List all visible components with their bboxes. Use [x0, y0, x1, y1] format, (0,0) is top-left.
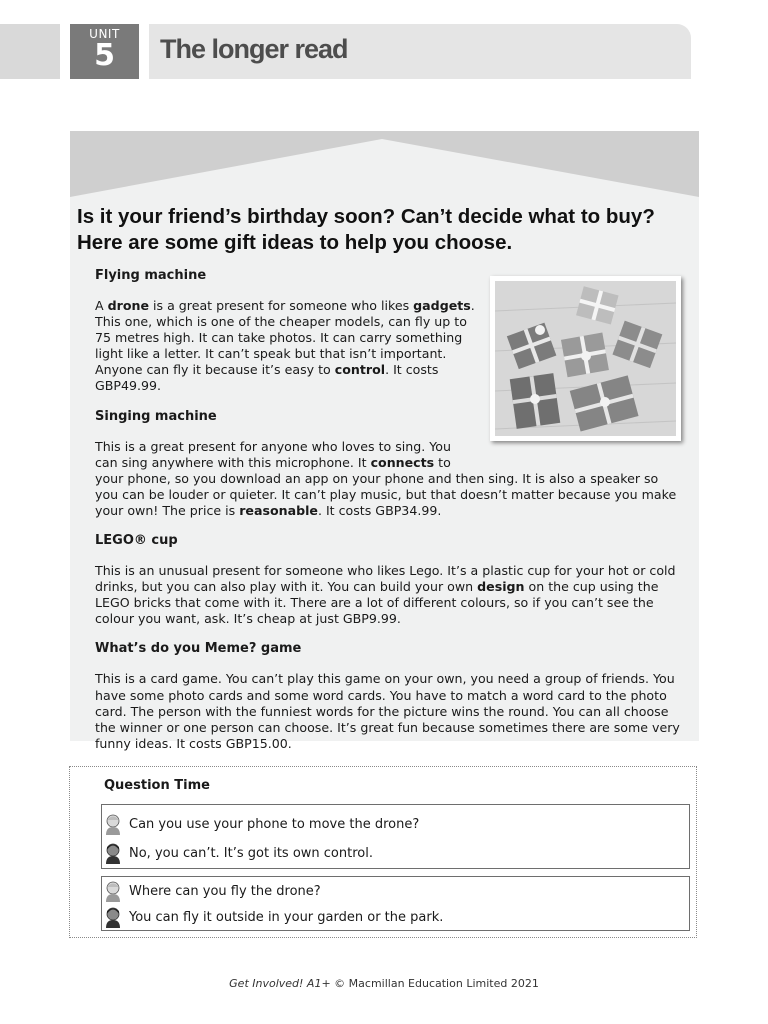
- article-lead: Is it your friend’s birthday soon? Can’t decide what to buy? Here are some gift ideas to help you choose.: [77, 205, 655, 254]
- unit-badge: [70, 24, 139, 79]
- keyword: control: [334, 362, 386, 378]
- question-text: Where can you fly the drone?: [129, 883, 321, 899]
- answer-text: No, you can’t. It’s got its own control.: [129, 845, 373, 861]
- question-text: Can you use your phone to move the drone?: [129, 816, 420, 832]
- section-paragraph: This is an unusual present for someone who likes Lego. It’s a plastic cup for your hot or cold drinks, but you can also play with it. You can build your own design on the cup using the LEGO bricks that come with it. There are a lot of different colours, so if you can’t see the colour you want, ask. It’s cheap at just GBP9.99.: [95, 563, 676, 627]
- page-title: The longer read: [160, 34, 348, 64]
- exchange-box: [101, 804, 690, 869]
- answer-text: You can fly it outside in your garden or the park.: [129, 909, 444, 925]
- person-dark-hair-icon: [104, 906, 122, 928]
- keyword: gadgets: [413, 298, 471, 313]
- keyword: design: [477, 579, 525, 595]
- gift-boxes-photo: [490, 276, 681, 441]
- unit-label: UNIT: [89, 27, 120, 41]
- section-meme-game: [95, 641, 680, 751]
- section-heading: LEGO® cup: [95, 533, 178, 549]
- copyright-text: © Macmillan Education Limited 2021: [330, 977, 539, 990]
- question-time-box: [69, 766, 697, 938]
- section-lego-cup: [95, 533, 680, 627]
- page-footer: [0, 977, 768, 990]
- title-bar: [149, 24, 691, 79]
- section-heading: Singing machine: [95, 408, 217, 424]
- question-time-title: Question Time: [104, 778, 210, 793]
- roof-banner: [70, 131, 699, 197]
- section-heading: Flying machine: [95, 268, 207, 283]
- keyword: drone: [107, 298, 150, 313]
- section-paragraph: A drone is a great present for someone who likes gadgets. This one, which is one of the cheaper models, can fly up to 75 metres high. It can take photos. It can carry something light like a letter. It can’t speak but that isn’t important. Anyone can fly it because it’s easy to control. It costs GBP49.99.: [95, 298, 475, 394]
- book-title: Get Involved! A1+: [229, 977, 331, 990]
- question-line: [104, 878, 321, 904]
- keyword: reasonable: [239, 502, 318, 518]
- question-line: [104, 811, 419, 837]
- person-light-hair-icon: [104, 880, 122, 902]
- unit-number: 5: [94, 38, 115, 73]
- exchange-box: [101, 876, 690, 931]
- answer-line: [104, 840, 373, 866]
- header-left-tab: [0, 24, 60, 79]
- keyword: connects: [370, 454, 435, 470]
- gift-boxes-image: [495, 281, 676, 436]
- person-dark-hair-icon: [104, 842, 122, 864]
- person-light-hair-icon: [104, 813, 122, 835]
- answer-line: [104, 904, 443, 930]
- section-heading: What’s do you Meme? game: [95, 641, 302, 657]
- section-paragraph: This is a great present for anyone who loves to sing. You can sing anywhere with this microphone. It connects to your phone, so you download an app on your phone and then sing. It is also a speaker so you can be louder or quieter. It can’t play music, but that doesn’t matter because you make your own! The price is reasonable. It costs GBP34.99.: [95, 438, 677, 518]
- section-paragraph: This is a card game. You can’t play this game on your own, you need a group of friends. You have some photo cards and some word cards. You have to match a word card to the photo card. The person with the funniest words for the picture wins the round. You can all choose the winner or one person can choose. It’s great fun because sometimes there are some very funny ideas. It costs GBP15.00.: [95, 671, 680, 751]
